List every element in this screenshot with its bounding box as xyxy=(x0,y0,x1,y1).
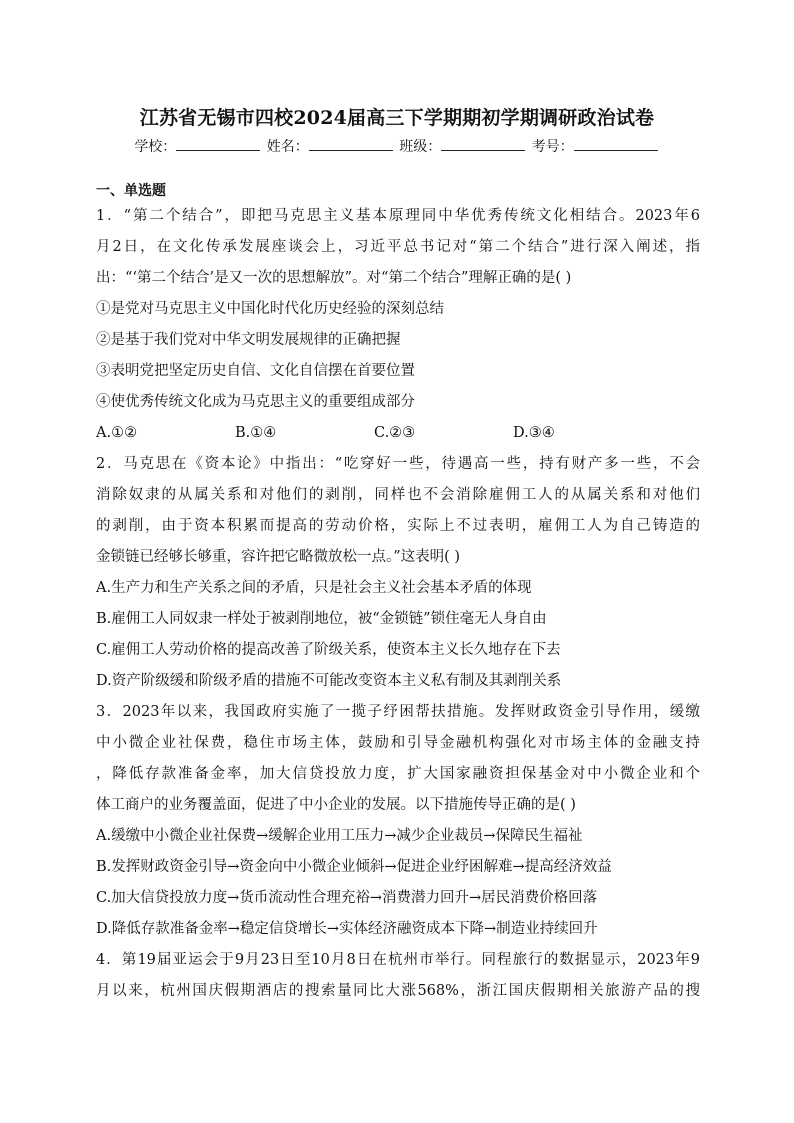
option-c: C.雇佣工人劳动价格的提高改善了阶级关系，使资本主义长久地存在下去 xyxy=(96,642,561,658)
question-2-stem-line: 金锁链已经够长够重，容许把它略微放松一点。”这表明( ) xyxy=(96,549,461,565)
option-a: A.缓缴中小微企业社保费→缓解企业用工压力→减少企业裁员→保障民生福祉 xyxy=(96,828,583,844)
option-a: A.生产力和生产关系之间的矛盾，只是社会主义社会基本矛盾的体现 xyxy=(96,580,532,596)
option-b: B.发挥财政资金引导→资金向中小微企业倾斜→促进企业纾困解难→提高经济效益 xyxy=(96,859,612,875)
question-3-stem-line: 体工商户的业务覆盖面，促进了中小企业的发展。以下措施传导正确的是( ) xyxy=(96,797,576,813)
question-1-options xyxy=(96,418,700,449)
option-b: B.雇佣工人同奴隶一样处于被剥削地位，被“金锁链”锁住毫无人身自由 xyxy=(96,611,547,627)
question-1-stem-line: 出：“‘第二个结合’是又一次的思想解放”。对“第二个结合”理解正确的是( ) xyxy=(96,270,572,286)
question-1-statement: ②是基于我们党对中华文明发展规律的正确把握 xyxy=(96,332,401,348)
question-1-stem-line: 1．“第二个结合”，即把马克思主义基本原理同中华优秀传统文化相结合。2023年6 xyxy=(96,208,700,224)
option-b: B.①④ xyxy=(235,425,277,441)
exam-number-label: 考号： xyxy=(531,139,574,155)
option-d: D.资产阶级缓和阶级矛盾的措施不可能改变资本主义私有制及其剥削关系 xyxy=(96,673,562,689)
option-d: D.降低存款准备金率→稳定信贷增长→实体经济融资成本下降→制造业持续回升 xyxy=(96,921,598,937)
question-1-stem-line: 月2日，在文化传承发展座谈会上，习近平总书记对“第二个结合”进行深入阐述，指 xyxy=(96,239,700,255)
school-blank xyxy=(176,138,260,151)
question-1-statement: ①是党对马克思主义中国化时代化历史经验的深刻总结 xyxy=(96,301,444,317)
question-2-stem-line: 消除奴隶的从属关系和对他们的剥削，同样也不会消除雇佣工人的从属关系和对他们 xyxy=(96,487,700,503)
name-blank xyxy=(309,138,393,151)
option-c: C.②③ xyxy=(374,425,416,441)
exam-title: 江苏省无锡市四校2024届高三下学期期初学期调研政治试卷 xyxy=(139,107,655,129)
exam-number-blank xyxy=(574,138,658,151)
question-1-statement: ③表明党把坚定历史自信、文化自信摆在首要位置 xyxy=(96,363,415,379)
school-label: 学校： xyxy=(134,139,177,155)
question-3-stem-line: 中小微企业社保费，稳住市场主体，鼓励和引导金融机构强化对市场主体的金融支持 xyxy=(96,735,700,751)
student-info-row xyxy=(0,136,794,156)
class-blank xyxy=(441,138,525,151)
section-heading: 一、单选题 xyxy=(96,183,166,199)
name-label: 姓名： xyxy=(266,139,309,155)
question-2-stem-line: 2．马克思在《资本论》中指出：“吃穿好一些，待遇高一些，持有财产多一些，不会 xyxy=(96,456,700,472)
option-c: C.加大信贷投放力度→货币流动性合理充裕→消费潜力回升→居民消费价格回落 xyxy=(96,890,598,906)
option-d: D.③④ xyxy=(513,425,555,441)
option-a: A.①② xyxy=(96,425,138,441)
class-label: 班级： xyxy=(399,139,442,155)
questions-body xyxy=(96,201,700,1007)
question-2-stem-line: 的剥削，由于资本积累而提高的劳动价格，实际上不过表明，雇佣工人为自己铸造的 xyxy=(96,518,700,534)
question-1-statement: ④使优秀传统文化成为马克思主义的重要组成部分 xyxy=(96,394,415,410)
question-3-stem-line: 3．2023年以来，我国政府实施了一揽子纾困帮扶措施。发挥财政资金引导作用，缓缴 xyxy=(96,704,700,720)
question-3-stem-line: ，降低存款准备金率，加大信贷投放力度，扩大国家融资担保基金对中小微企业和个 xyxy=(96,766,700,782)
question-4-stem-line: 4．第19届亚运会于9月23日至10月8日在杭州市举行。同程旅行的数据显示，2023年9 xyxy=(96,952,700,968)
question-4-stem-line: 月以来，杭州国庆假期酒店的搜索量同比大涨568%，浙江国庆假期相关旅游产品的搜 xyxy=(96,983,700,999)
